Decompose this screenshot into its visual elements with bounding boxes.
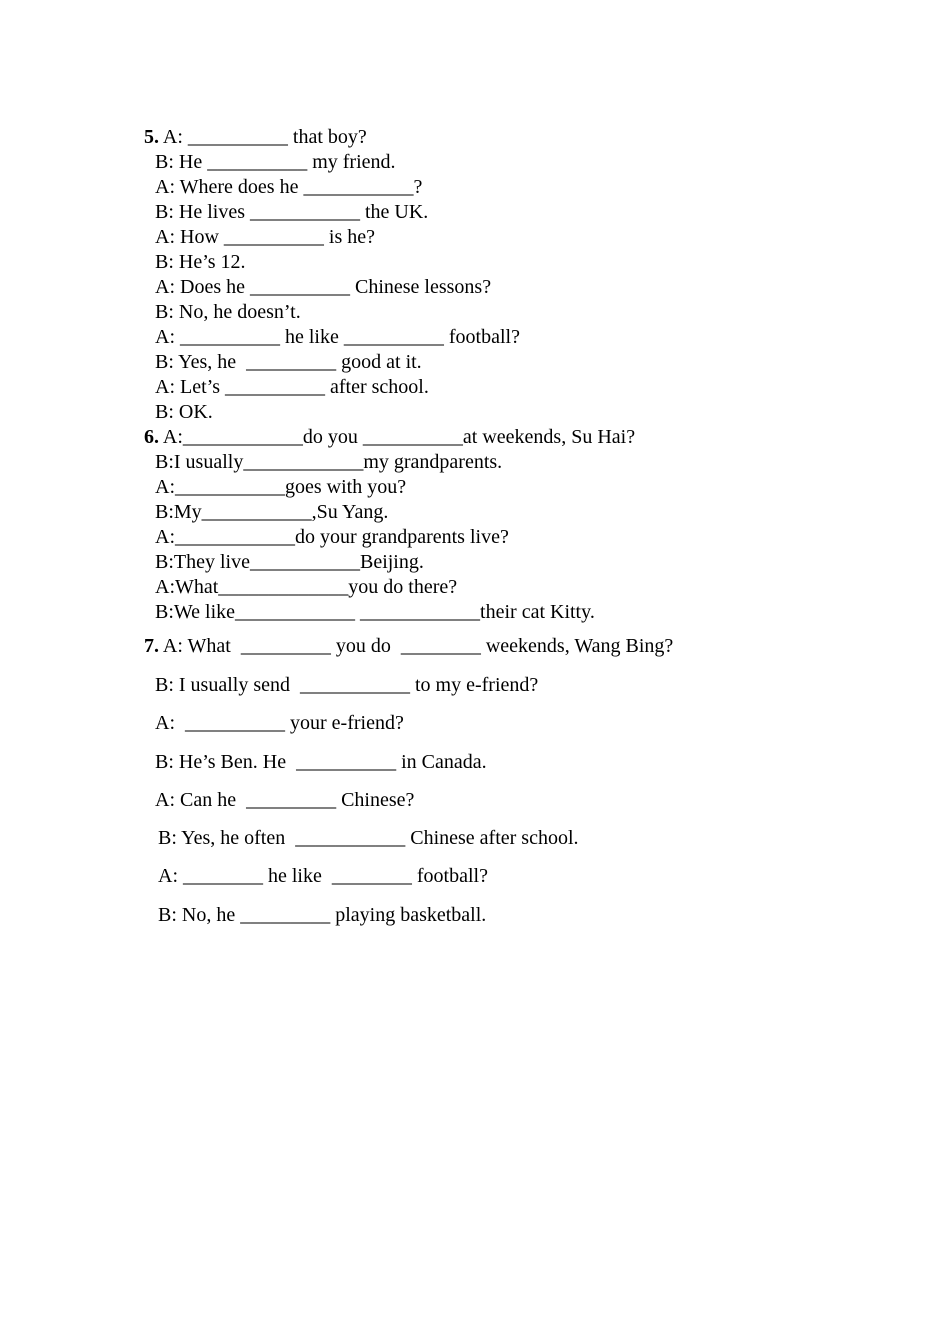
dialogue-line: A:____________do you __________at weekends, Su Hai? <box>162 426 636 448</box>
exercise-7-line-2: B: I usually send ___________ to my e-friend? <box>155 674 539 696</box>
exercise-7-line-5: A: Can he _________ Chinese? <box>155 789 415 811</box>
exercise-6-line-2: B:I usually____________my grandparents. <box>155 451 503 473</box>
exercise-7-line-4: B: He’s Ben. He __________ in Canada. <box>155 751 487 773</box>
exercise-5-line-8: B: No, he doesn’t. <box>155 301 301 323</box>
exercise-5-line-12: B: OK. <box>155 401 213 423</box>
exercise-5-line-10: B: Yes, he _________ good at it. <box>155 351 422 373</box>
exercise-7-line-1 <box>144 634 673 658</box>
exercise-number: 6. <box>144 426 159 448</box>
exercise-7-line-7: A: ________ he like ________ football? <box>158 865 488 887</box>
exercise-5-line-6: B: He’s 12. <box>155 251 246 273</box>
exercise-5-line-9: A: __________ he like __________ football? <box>155 326 520 348</box>
exercise-6-line-7: A:What_____________you do there? <box>155 576 458 598</box>
exercise-5-line-5: A: How __________ is he? <box>155 226 375 248</box>
exercise-6-line-1 <box>144 425 635 449</box>
exercise-6-line-5: A:____________do your grandparents live? <box>155 526 509 548</box>
exercise-7-line-3: A: __________ your e-friend? <box>155 712 404 734</box>
dialogue-line: A: __________ that boy? <box>162 126 367 148</box>
exercise-7-line-8: B: No, he _________ playing basketball. <box>158 904 487 926</box>
exercise-5-line-11: A: Let’s __________ after school. <box>155 376 429 398</box>
exercise-5-line-2: B: He __________ my friend. <box>155 151 396 173</box>
exercise-5-line-1 <box>144 125 367 149</box>
exercise-5-line-3: A: Where does he ___________? <box>155 176 423 198</box>
exercise-5-line-7: A: Does he __________ Chinese lessons? <box>155 276 492 298</box>
exercise-6-line-8: B:We like____________ ____________their cat Kitty. <box>155 601 595 623</box>
exercise-6-line-6: B:They live___________Beijing. <box>155 551 424 573</box>
exercise-number: 7. <box>144 635 159 657</box>
exercise-5-line-4: B: He lives ___________ the UK. <box>155 201 429 223</box>
exercise-7-line-6: B: Yes, he often ___________ Chinese after school. <box>158 827 579 849</box>
exercise-6-line-4: B:My___________,Su Yang. <box>155 501 389 523</box>
exercise-number: 5. <box>144 126 159 148</box>
exercise-6-line-3: A:___________goes with you? <box>155 476 407 498</box>
dialogue-line: A: What _________ you do ________ weekends, Wang Bing? <box>162 635 674 657</box>
